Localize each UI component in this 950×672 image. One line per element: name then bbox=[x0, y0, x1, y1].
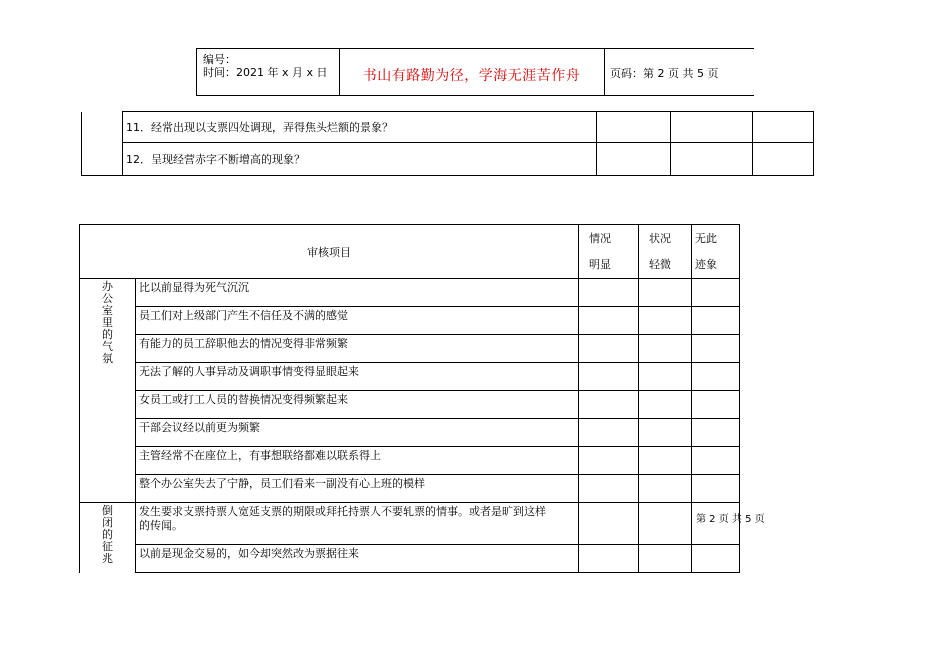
check-cell[interactable] bbox=[692, 475, 740, 503]
check-cell[interactable] bbox=[579, 475, 639, 503]
table-row bbox=[80, 419, 740, 447]
check-cell[interactable] bbox=[692, 279, 740, 307]
table-row bbox=[80, 447, 740, 475]
check-cell[interactable] bbox=[671, 112, 753, 143]
audit-item: 11．经常出现以支票四处调现，弄得焦头烂额的景象？ bbox=[123, 112, 597, 143]
table-row bbox=[80, 335, 740, 363]
time-label: 时间：2021 年 x 月 x 日 bbox=[203, 66, 328, 79]
table-row bbox=[80, 503, 740, 545]
check-cell[interactable] bbox=[597, 112, 671, 143]
column-header-obvious bbox=[579, 225, 639, 279]
check-cell[interactable] bbox=[579, 545, 639, 573]
header-text: 状况 bbox=[649, 232, 671, 245]
audit-item: 女员工或打工人员的替换情况变得频繁起来 bbox=[136, 391, 579, 419]
check-cell[interactable] bbox=[639, 391, 692, 419]
check-cell[interactable] bbox=[753, 143, 814, 176]
header-text: 情况 bbox=[589, 232, 611, 245]
check-cell[interactable] bbox=[692, 545, 740, 573]
header-text: 轻微 bbox=[649, 258, 671, 271]
audit-item: 员工们对上级部门产生不信任及不满的感觉 bbox=[136, 307, 579, 335]
check-cell[interactable] bbox=[671, 143, 753, 176]
check-cell[interactable] bbox=[579, 447, 639, 475]
check-cell[interactable] bbox=[579, 279, 639, 307]
check-cell[interactable] bbox=[692, 363, 740, 391]
category-office-atmosphere: 办 公 室 里 的 气 氛 bbox=[80, 279, 136, 503]
check-cell[interactable] bbox=[639, 307, 692, 335]
header-motto-cell bbox=[339, 49, 605, 95]
check-cell[interactable] bbox=[639, 475, 692, 503]
check-cell[interactable] bbox=[579, 363, 639, 391]
check-cell[interactable] bbox=[639, 545, 692, 573]
page-number-note: 第 2 页 共 5 页 bbox=[696, 514, 765, 525]
category-cell bbox=[82, 112, 123, 176]
continued-table bbox=[81, 111, 814, 176]
item-column-header: 审核项目 bbox=[80, 225, 579, 279]
header-meta-cell bbox=[197, 49, 340, 95]
document-header bbox=[196, 48, 754, 96]
check-cell[interactable] bbox=[692, 391, 740, 419]
audit-item: 干部会议经以前更为频繁 bbox=[136, 419, 579, 447]
check-cell[interactable] bbox=[692, 307, 740, 335]
column-header-none bbox=[692, 225, 740, 279]
check-cell[interactable] bbox=[579, 307, 639, 335]
table-row bbox=[80, 545, 740, 573]
check-cell[interactable] bbox=[753, 112, 814, 143]
table-row bbox=[80, 279, 740, 307]
column-header-slight bbox=[639, 225, 692, 279]
check-cell[interactable] bbox=[639, 447, 692, 475]
audit-item: 整个办公室失去了宁静，员工们看来一副没有心上班的模样 bbox=[136, 475, 579, 503]
table-row bbox=[80, 391, 740, 419]
header-text: 迹象 bbox=[695, 258, 717, 271]
audit-item: 无法了解的人事异动及调职事情变得显眼起来 bbox=[136, 363, 579, 391]
table-row bbox=[82, 112, 814, 143]
header-text: 无此 bbox=[695, 232, 717, 245]
check-cell[interactable] bbox=[692, 447, 740, 475]
check-cell[interactable] bbox=[639, 419, 692, 447]
audit-item: 主管经常不在座位上，有事想联络都难以联系得上 bbox=[136, 447, 579, 475]
check-cell[interactable] bbox=[639, 335, 692, 363]
audit-item: 12．呈现经营赤字不断增高的现象？ bbox=[123, 143, 597, 176]
check-cell[interactable] bbox=[639, 503, 692, 545]
check-cell[interactable] bbox=[639, 363, 692, 391]
check-cell[interactable] bbox=[692, 419, 740, 447]
table-row bbox=[80, 307, 740, 335]
check-cell[interactable] bbox=[597, 143, 671, 176]
check-cell[interactable] bbox=[639, 279, 692, 307]
table-row bbox=[80, 363, 740, 391]
table-row bbox=[80, 475, 740, 503]
check-cell[interactable] bbox=[692, 335, 740, 363]
check-cell[interactable] bbox=[579, 335, 639, 363]
motto: 书山有路勤为径，学海无涯苦作舟 bbox=[362, 68, 581, 84]
number-label: 编号： bbox=[203, 53, 236, 66]
audit-table bbox=[79, 224, 740, 573]
audit-item: 以前是现金交易的，如今却突然改为票据往来 bbox=[136, 545, 579, 573]
header-text: 明显 bbox=[589, 258, 611, 271]
audit-item: 有能力的员工辞职他去的情况变得非常频繁 bbox=[136, 335, 579, 363]
table-row bbox=[82, 143, 814, 176]
check-cell[interactable] bbox=[579, 391, 639, 419]
category-bankruptcy-signs: 倒 闭 的 征 兆 bbox=[80, 503, 136, 573]
audit-item: 发生要求支票持票人宽延支票的期限或拜托持票人不要轧票的情事。或者是旷到这样的传闻。 bbox=[136, 503, 579, 545]
check-cell[interactable] bbox=[579, 419, 639, 447]
audit-item: 比以前显得为死气沉沉 bbox=[136, 279, 579, 307]
check-cell[interactable] bbox=[579, 503, 639, 545]
page-label: 页码：第 2 页 共 5 页 bbox=[610, 67, 719, 80]
table-header-row bbox=[80, 225, 740, 279]
